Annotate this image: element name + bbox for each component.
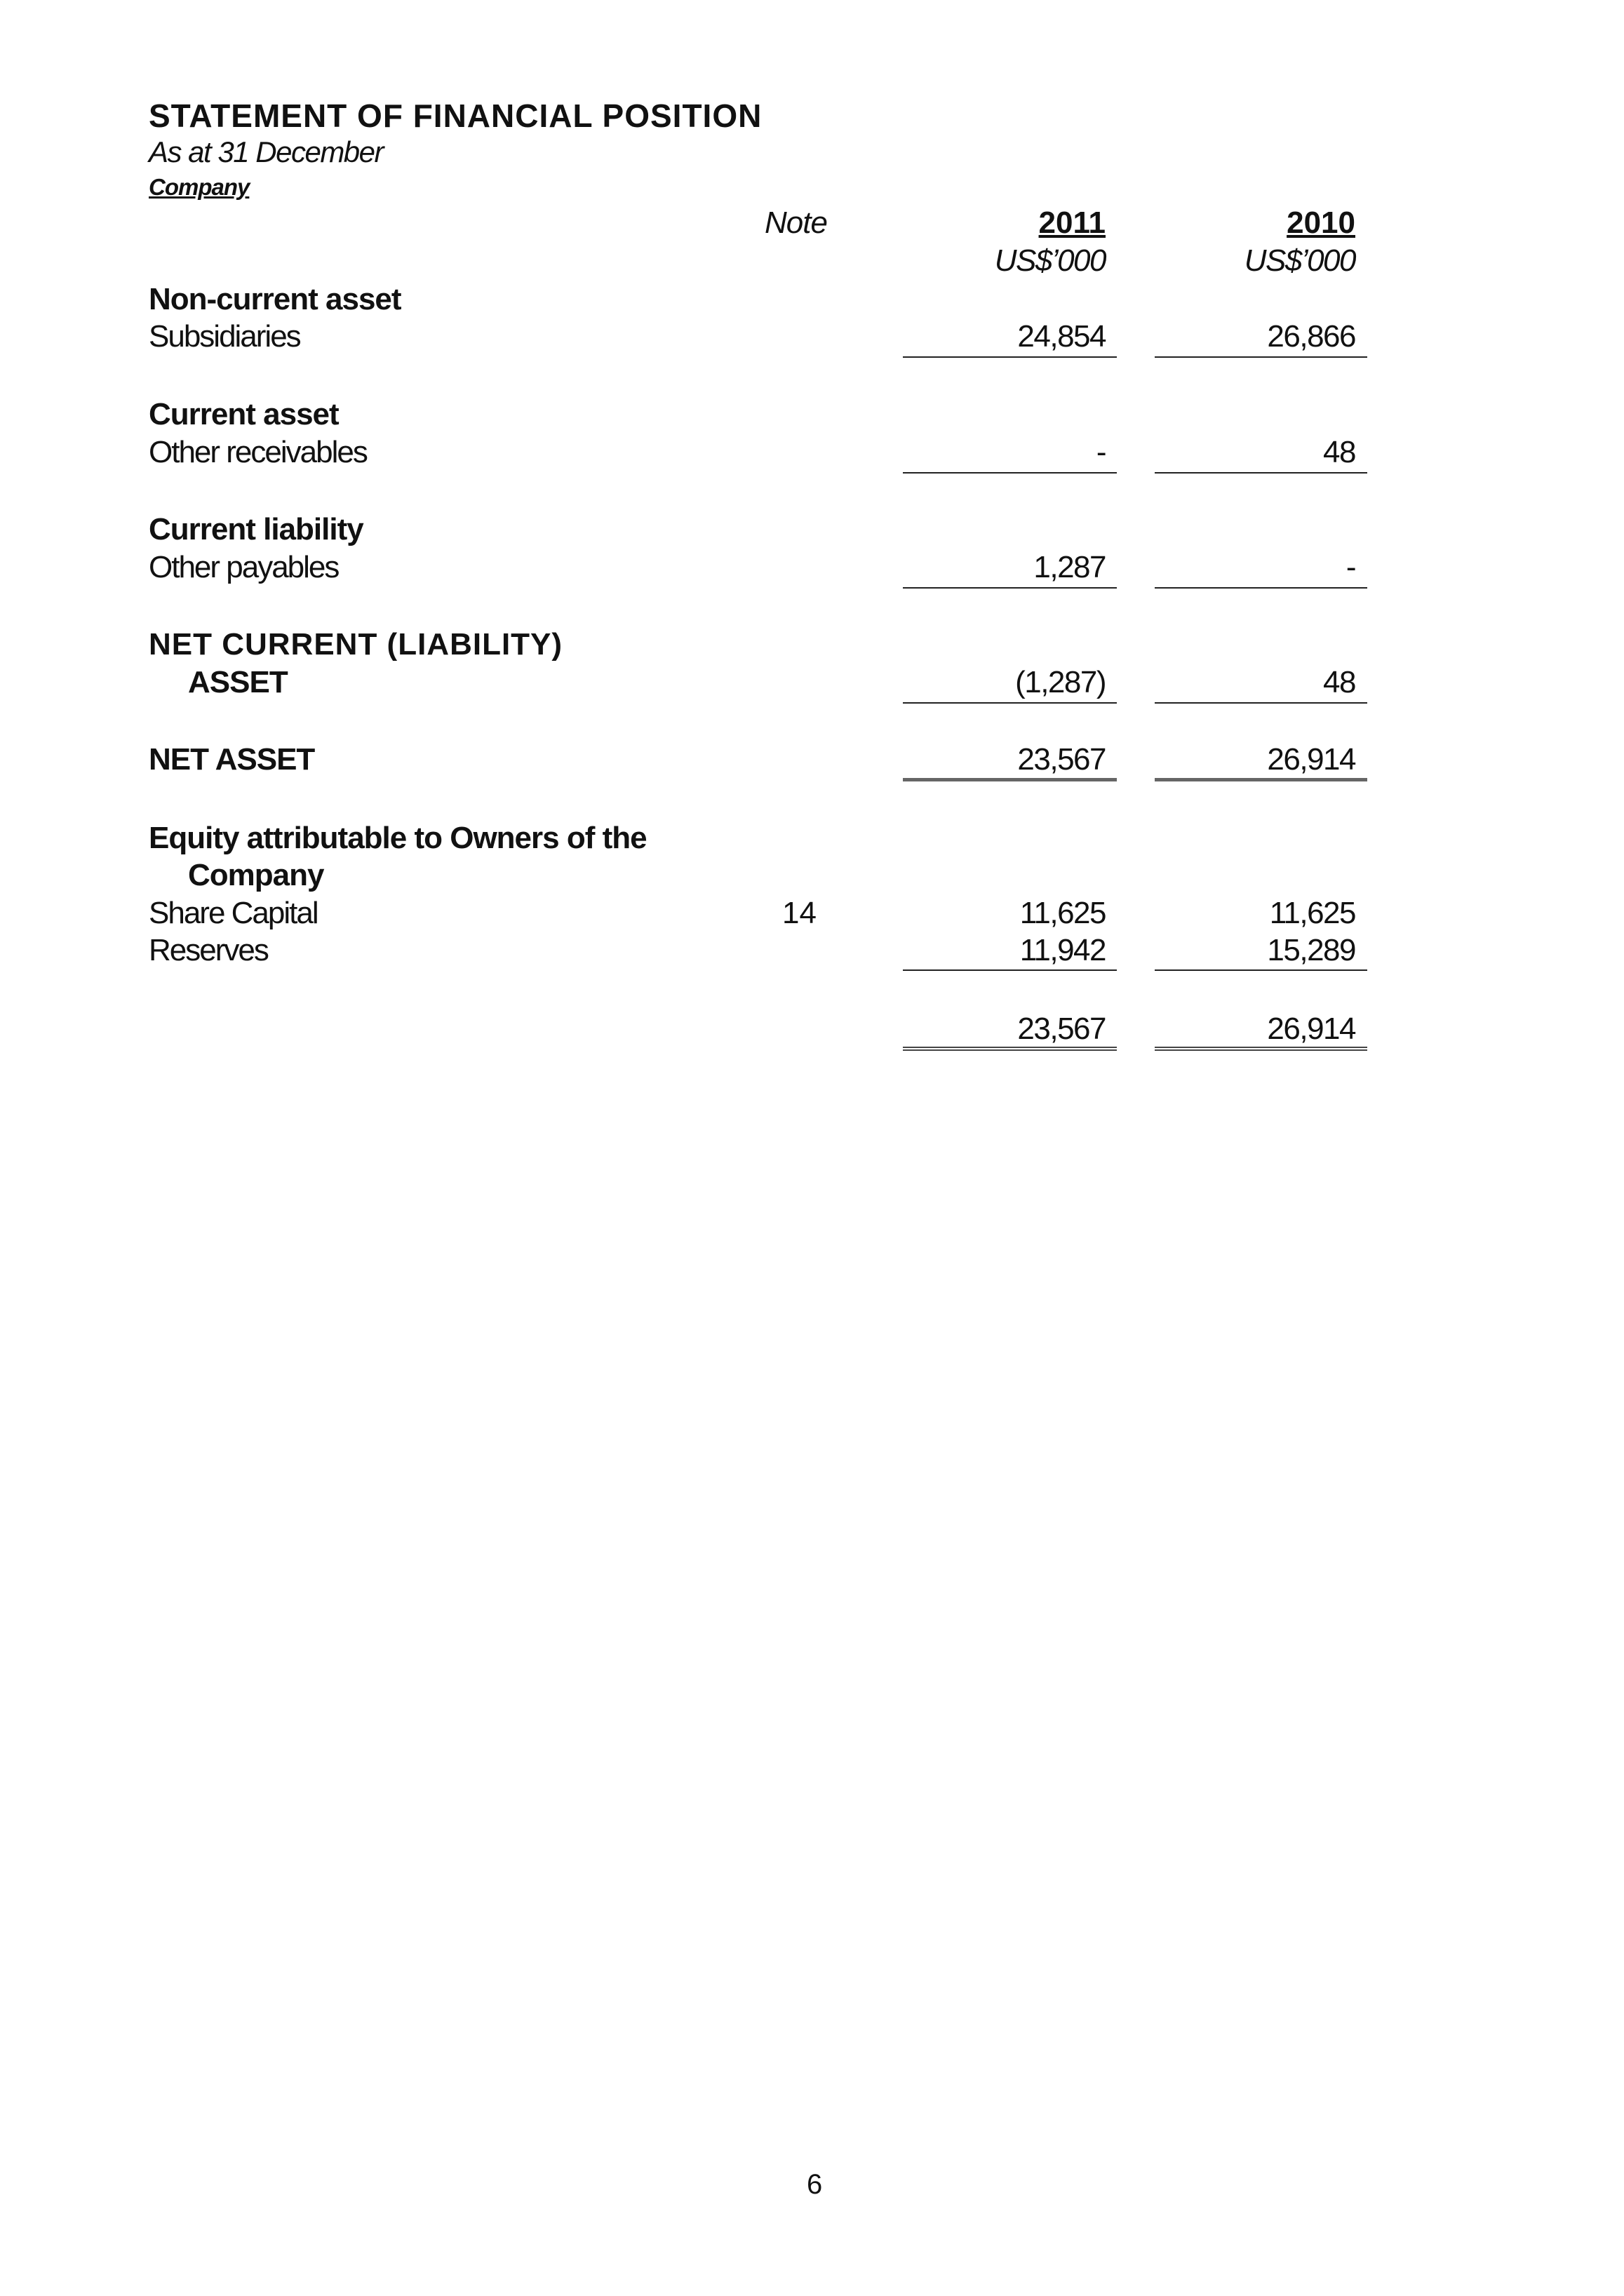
section-heading-net-current: NET CURRENT (LIABILITY) — [149, 627, 563, 662]
value-equity-total-2010: 26,914 — [1267, 1012, 1355, 1046]
subtotal-rule — [1155, 702, 1367, 704]
entity-label: Company — [149, 174, 250, 200]
row-label-subsidiaries: Subsidiaries — [149, 319, 300, 354]
value-net-asset-2010: 26,914 — [1267, 742, 1355, 777]
value-other-receivables-2010: 48 — [1323, 435, 1355, 469]
value-other-payables-2010: - — [1345, 550, 1355, 584]
value-other-receivables-2011: - — [1096, 435, 1106, 469]
subtotal-rule — [1155, 472, 1367, 474]
section-heading-current-asset: Current asset — [149, 397, 339, 431]
subtotal-rule — [1155, 587, 1367, 589]
row-label-other-receivables: Other receivables — [149, 435, 367, 469]
value-reserves-2011: 11,942 — [1019, 933, 1106, 967]
value-other-payables-2011: 1,287 — [1033, 550, 1106, 584]
statement-title: STATEMENT OF FINANCIAL POSITION — [149, 98, 763, 134]
section-heading-current-liability: Current liability — [149, 512, 363, 546]
statement-date: As at 31 December — [149, 135, 384, 168]
row-label-reserves: Reserves — [149, 933, 268, 967]
grand-total-double-rule — [903, 1047, 1117, 1051]
row-label-other-payables: Other payables — [149, 550, 339, 584]
value-reserves-2010: 15,289 — [1267, 933, 1355, 967]
value-subsidiaries-2011: 24,854 — [1017, 319, 1106, 354]
section-heading-equity-cont: Company — [188, 858, 324, 892]
value-net-current-2011: (1,287) — [1015, 665, 1106, 699]
unit-2011-header: US$’000 — [994, 243, 1106, 278]
value-net-current-2010: 48 — [1323, 665, 1355, 699]
year-2011-header: 2011 — [1038, 206, 1106, 240]
row-label-share-capital: Share Capital — [149, 896, 318, 930]
subtotal-rule — [1155, 969, 1367, 971]
note-column-header: Note — [765, 206, 827, 240]
value-share-capital-2011: 11,625 — [1019, 896, 1106, 930]
value-subsidiaries-2010: 26,866 — [1267, 319, 1355, 354]
section-heading-net-current-cont: ASSET — [188, 665, 288, 699]
section-heading-non-current-asset: Non-current asset — [149, 282, 401, 316]
subtotal-rule — [903, 969, 1117, 971]
year-2010-header: 2010 — [1287, 206, 1355, 240]
subtotal-rule — [1155, 356, 1367, 358]
unit-2010-header: US$’000 — [1244, 243, 1355, 278]
subtotal-rule — [903, 587, 1117, 589]
value-equity-total-2011: 23,567 — [1017, 1012, 1106, 1046]
subtotal-rule — [903, 472, 1117, 474]
value-net-asset-2011: 23,567 — [1017, 742, 1106, 777]
page-number: 6 — [807, 2169, 823, 2200]
total-rule — [1155, 778, 1367, 781]
total-rule — [903, 778, 1117, 781]
subtotal-rule — [903, 702, 1117, 704]
value-share-capital-2010: 11,625 — [1269, 896, 1355, 930]
grand-total-double-rule — [1155, 1047, 1367, 1051]
note-ref-share-capital: 14 — [782, 896, 817, 930]
section-heading-equity: Equity attributable to Owners of the — [149, 821, 647, 855]
subtotal-rule — [903, 356, 1117, 358]
section-heading-net-asset: NET ASSET — [149, 742, 315, 777]
